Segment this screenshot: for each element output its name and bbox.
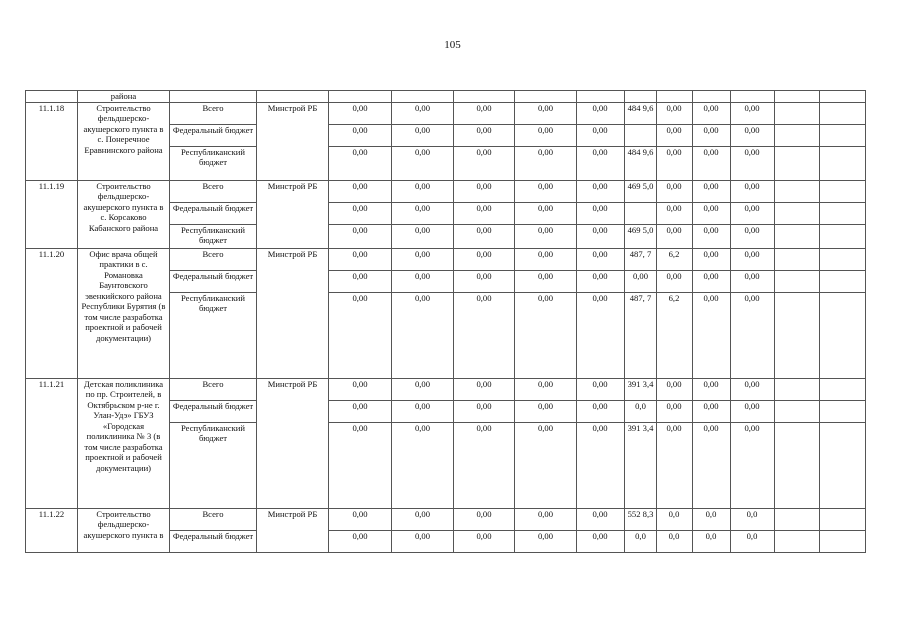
value-cell: 0,00 — [329, 422, 392, 508]
value-cell: 0,00 — [515, 248, 577, 270]
empty-cell — [820, 102, 866, 124]
value-cell: 0,00 — [454, 248, 515, 270]
value-cell: 0,00 — [454, 400, 515, 422]
value-cell: 0,00 — [515, 530, 577, 552]
empty-cell — [775, 422, 820, 508]
value-cell: 0,00 — [329, 124, 392, 146]
value-cell: 0,00 — [693, 400, 731, 422]
value-cell: 0,00 — [329, 180, 392, 202]
value-cell: 0,00 — [392, 248, 454, 270]
value-cell — [625, 202, 657, 224]
value-cell: 0,00 — [577, 224, 625, 248]
empty-cell — [820, 508, 866, 530]
funding-source: Федеральный бюджет — [170, 400, 257, 422]
value-cell: 0,00 — [329, 146, 392, 180]
value-cell: 0,00 — [731, 378, 775, 400]
value-cell: 0,00 — [515, 124, 577, 146]
empty-cell — [775, 292, 820, 378]
value-cell: 6,2 — [657, 292, 693, 378]
customer: Минстрой РБ — [257, 248, 329, 378]
funding-source: Республиканский бюджет — [170, 422, 257, 508]
value-cell: 0,00 — [515, 224, 577, 248]
funding-source: Республиканский бюджет — [170, 292, 257, 378]
value-cell: 0,00 — [515, 378, 577, 400]
value-cell: 0,00 — [454, 270, 515, 292]
empty-cell — [820, 422, 866, 508]
value-cell: 0,00 — [454, 422, 515, 508]
value-cell: 0,00 — [657, 202, 693, 224]
value-cell: 0,00 — [392, 378, 454, 400]
value-cell: 0,00 — [577, 508, 625, 530]
value-cell: 0,00 — [731, 146, 775, 180]
empty-cell — [820, 270, 866, 292]
value-cell: 0,00 — [577, 146, 625, 180]
value-cell: 0,00 — [657, 102, 693, 124]
value-cell: 469 5,0 — [625, 180, 657, 202]
value-cell: 0,00 — [577, 270, 625, 292]
value-cell: 0,00 — [657, 378, 693, 400]
value-cell: 0,00 — [454, 508, 515, 530]
empty-cell — [820, 248, 866, 270]
value-cell: 0,00 — [731, 292, 775, 378]
customer: Минстрой РБ — [257, 378, 329, 508]
empty-cell — [775, 224, 820, 248]
item-code: 11.1.21 — [26, 378, 78, 508]
value-cell: 0,00 — [657, 124, 693, 146]
funding-source: Всего — [170, 180, 257, 202]
value-cell: 0,00 — [577, 422, 625, 508]
value-cell: 0,00 — [515, 422, 577, 508]
value-cell: 0,00 — [329, 400, 392, 422]
value-cell: 0,00 — [731, 202, 775, 224]
value-cell: 0,00 — [731, 224, 775, 248]
budget-table-body — [26, 91, 866, 553]
funding-source: Республиканский бюджет — [170, 146, 257, 180]
value-cell: 0,00 — [693, 180, 731, 202]
value-cell: 0,00 — [731, 270, 775, 292]
customer: Минстрой РБ — [257, 180, 329, 248]
value-cell: 0,00 — [577, 102, 625, 124]
value-cell: 0,00 — [693, 248, 731, 270]
value-cell: 0,0 — [625, 530, 657, 552]
value-cell: 484 9,6 — [625, 146, 657, 180]
table-row — [26, 378, 866, 400]
value-cell: 0,00 — [657, 400, 693, 422]
funding-source: Федеральный бюджет — [170, 530, 257, 552]
value-cell: 0,00 — [454, 146, 515, 180]
value-cell: 0,00 — [515, 146, 577, 180]
empty-cell — [820, 180, 866, 202]
value-cell: 0,00 — [329, 248, 392, 270]
value-cell: 391 3,4 — [625, 422, 657, 508]
value-cell: 0,00 — [454, 378, 515, 400]
value-cell: 0,00 — [515, 400, 577, 422]
table-row — [26, 508, 866, 530]
funding-source: Федеральный бюджет — [170, 124, 257, 146]
value-cell: 0,00 — [454, 292, 515, 378]
value-cell: 487, 7 — [625, 248, 657, 270]
value-cell: 0,00 — [657, 180, 693, 202]
value-cell: 0,00 — [392, 124, 454, 146]
value-cell: 0,00 — [657, 422, 693, 508]
empty-cell — [775, 508, 820, 530]
value-cell: 0,00 — [454, 102, 515, 124]
value-cell: 0,00 — [392, 224, 454, 248]
value-cell: 0,00 — [693, 202, 731, 224]
value-cell: 487, 7 — [625, 292, 657, 378]
page-number: 105 — [444, 39, 461, 51]
value-cell: 0,00 — [329, 378, 392, 400]
value-cell: 0,00 — [392, 270, 454, 292]
empty-cell — [820, 202, 866, 224]
value-cell: 0,00 — [731, 422, 775, 508]
value-cell: 0,00 — [392, 180, 454, 202]
value-cell: 0,00 — [731, 102, 775, 124]
value-cell: 0,00 — [515, 202, 577, 224]
value-cell: 391 3,4 — [625, 378, 657, 400]
empty-cell — [820, 378, 866, 400]
value-cell: 0,00 — [329, 202, 392, 224]
value-cell: 0,00 — [693, 102, 731, 124]
empty-cell — [775, 400, 820, 422]
item-name: Строительство фельдшерско-акушерского пункта в с. Понеречное Еравнинского района — [78, 102, 170, 180]
empty-cell — [775, 202, 820, 224]
funding-source: Всего — [170, 378, 257, 400]
value-cell: 0,00 — [329, 530, 392, 552]
empty-cell — [820, 146, 866, 180]
empty-cell — [775, 146, 820, 180]
value-cell: 0,00 — [693, 378, 731, 400]
value-cell: 0,00 — [454, 224, 515, 248]
value-cell: 0,00 — [392, 292, 454, 378]
value-cell: 0,00 — [577, 400, 625, 422]
empty-cell — [775, 248, 820, 270]
value-cell: 0,00 — [454, 530, 515, 552]
value-cell: 0,00 — [577, 180, 625, 202]
value-cell: 0,00 — [657, 146, 693, 180]
value-cell: 0,00 — [454, 202, 515, 224]
budget-table — [25, 90, 866, 553]
value-cell: 0,00 — [392, 102, 454, 124]
value-cell: 0,00 — [577, 202, 625, 224]
value-cell: 552 8,3 — [625, 508, 657, 530]
value-cell: 0,00 — [577, 124, 625, 146]
value-cell: 0,00 — [515, 292, 577, 378]
value-cell: 0,00 — [693, 224, 731, 248]
item-code: 11.1.19 — [26, 180, 78, 248]
table-row — [26, 248, 866, 270]
customer: Минстрой РБ — [257, 102, 329, 180]
empty-cell — [775, 270, 820, 292]
value-cell: 0,00 — [731, 248, 775, 270]
value-cell: 0,00 — [693, 422, 731, 508]
value-cell: 0,00 — [515, 102, 577, 124]
value-cell: 0,00 — [515, 508, 577, 530]
value-cell: 0,00 — [693, 124, 731, 146]
item-code: 11.1.18 — [26, 102, 78, 180]
value-cell — [625, 124, 657, 146]
customer: Минстрой РБ — [257, 508, 329, 552]
funding-source: Федеральный бюджет — [170, 202, 257, 224]
value-cell: 0,0 — [657, 508, 693, 530]
value-cell: 0,00 — [329, 224, 392, 248]
item-code: 11.1.22 — [26, 508, 78, 552]
value-cell: 0,00 — [577, 530, 625, 552]
value-cell: 0,00 — [515, 180, 577, 202]
value-cell: 0,00 — [329, 292, 392, 378]
empty-cell — [820, 292, 866, 378]
empty-cell — [820, 530, 866, 552]
value-cell: 0,00 — [731, 124, 775, 146]
funding-source: Всего — [170, 508, 257, 530]
value-cell: 0,00 — [577, 248, 625, 270]
value-cell: 0,00 — [577, 378, 625, 400]
value-cell: 0,00 — [657, 270, 693, 292]
item-name: Офис врача общей практики в с. Романовка Баунтовского эвенкийского района Республики Бурятия (в том числе разработка проектной и рабочей документации) — [78, 248, 170, 378]
empty-cell — [820, 400, 866, 422]
value-cell: 0,0 — [693, 508, 731, 530]
funding-source: Всего — [170, 248, 257, 270]
empty-cell — [775, 102, 820, 124]
value-cell: 0,0 — [625, 400, 657, 422]
table-row — [26, 102, 866, 124]
table-cell — [26, 91, 78, 103]
item-name: Строительство фельдшерско-акушерского пункта в с. Корсаково Кабанского района — [78, 180, 170, 248]
value-cell: 0,00 — [515, 270, 577, 292]
item-name: Строительство фельдшерско-акушерского пункта в — [78, 508, 170, 552]
value-cell: 0,00 — [454, 180, 515, 202]
table-row — [26, 180, 866, 202]
continuation-text: района — [78, 91, 170, 103]
value-cell: 0,00 — [693, 292, 731, 378]
value-cell: 484 9,6 — [625, 102, 657, 124]
value-cell: 0,00 — [392, 202, 454, 224]
value-cell: 0,00 — [657, 224, 693, 248]
value-cell: 0,00 — [577, 292, 625, 378]
value-cell: 0,00 — [731, 180, 775, 202]
item-code: 11.1.20 — [26, 248, 78, 378]
funding-source: Федеральный бюджет — [170, 270, 257, 292]
empty-cell — [775, 124, 820, 146]
value-cell: 0,0 — [731, 530, 775, 552]
empty-cell — [820, 224, 866, 248]
value-cell: 0,0 — [693, 530, 731, 552]
continuation-row — [26, 91, 866, 103]
value-cell: 0,00 — [392, 146, 454, 180]
item-name: Детская поликлиника по пр. Строителей, в Октябрьском р-не г. Улан-Удэ» ГБУЗ «Городская поликлиника № 3 (в том числе разработка проектной и рабочей документации) — [78, 378, 170, 508]
value-cell: 0,00 — [392, 508, 454, 530]
value-cell: 0,00 — [392, 422, 454, 508]
value-cell: 0,00 — [693, 270, 731, 292]
empty-cell — [775, 530, 820, 552]
value-cell: 6,2 — [657, 248, 693, 270]
value-cell: 0,00 — [731, 400, 775, 422]
value-cell: 0,0 — [731, 508, 775, 530]
value-cell: 469 5,0 — [625, 224, 657, 248]
value-cell: 0,00 — [693, 146, 731, 180]
value-cell: 0,00 — [329, 508, 392, 530]
value-cell: 0,00 — [329, 102, 392, 124]
empty-cell — [775, 180, 820, 202]
funding-source: Республиканский бюджет — [170, 224, 257, 248]
empty-cell — [775, 378, 820, 400]
value-cell: 0,00 — [392, 530, 454, 552]
value-cell: 0,00 — [329, 270, 392, 292]
value-cell: 0,00 — [392, 400, 454, 422]
empty-cell — [820, 124, 866, 146]
value-cell: 0,0 — [657, 530, 693, 552]
funding-source: Всего — [170, 102, 257, 124]
value-cell: 0,00 — [454, 124, 515, 146]
value-cell: 0,00 — [625, 270, 657, 292]
